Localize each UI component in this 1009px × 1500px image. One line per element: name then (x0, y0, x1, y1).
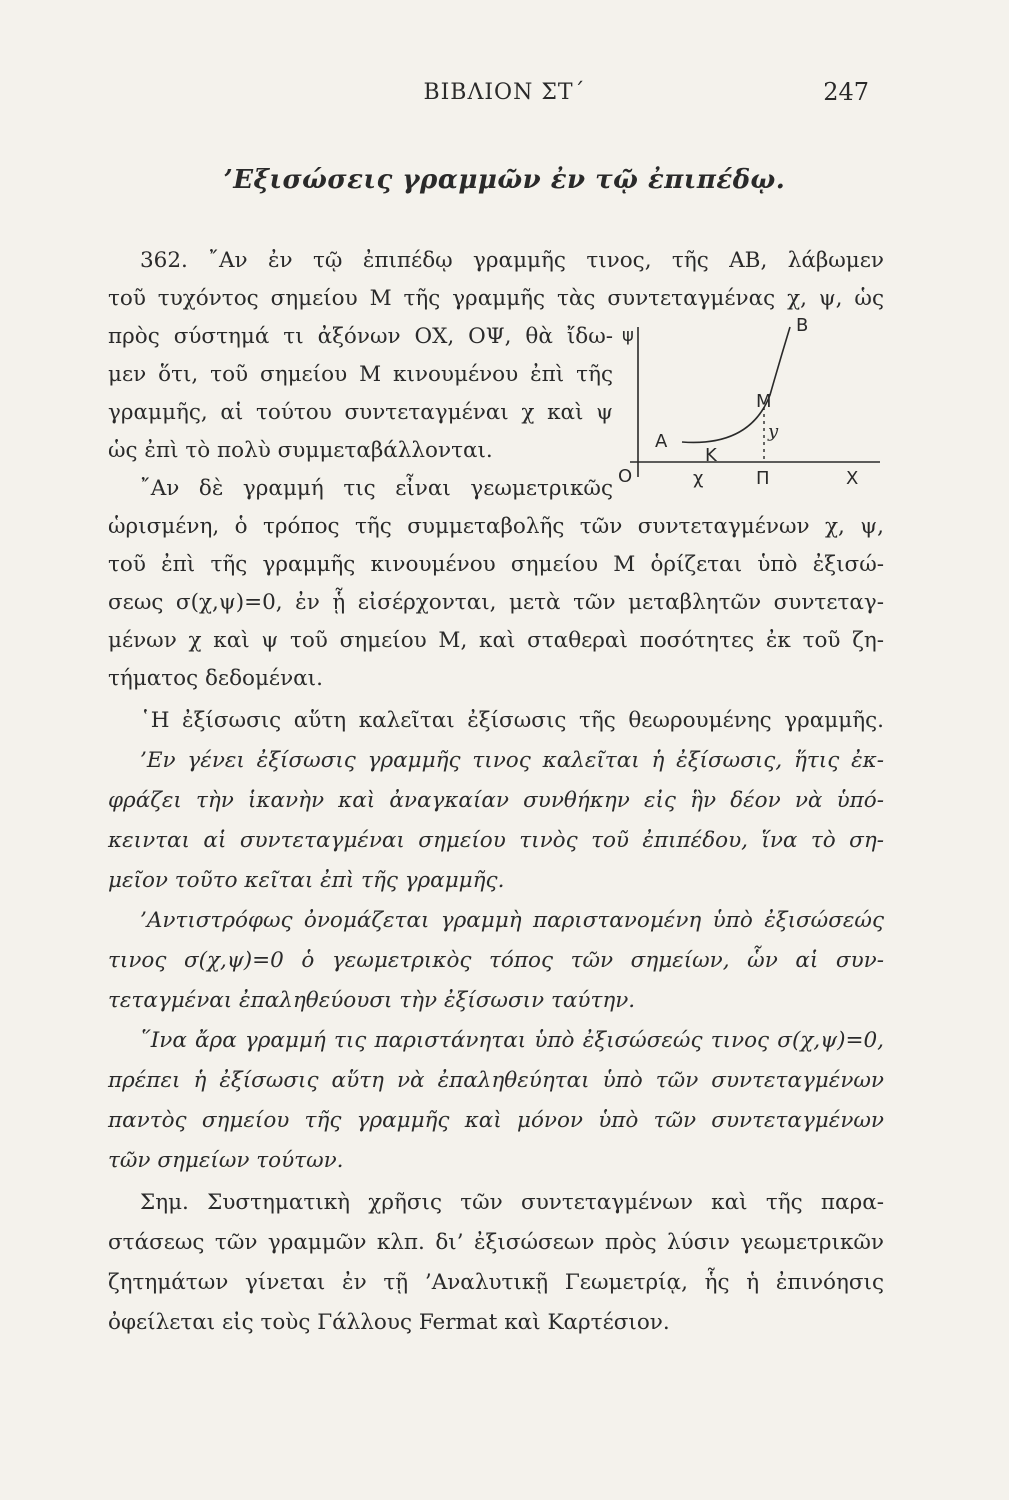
text-line: τεταγμέναι ἐπαληθεύουσι τὴν ἐξίσωσιν ταύτην. (108, 988, 636, 1013)
text-line: ζητημάτων γίνεται ἐν τῇ ’Αναλυτικῇ Γεωμετρίᾳ, ἧς ἡ ἐπινόησις (108, 1270, 884, 1295)
text-line: μένων χ καὶ ψ τοῦ σημείου Μ, καὶ σταθεραὶ ποσότητες ἐκ τοῦ ζη- (108, 628, 884, 653)
text-line: ὀφείλεται εἰς τοὺς Γάλλους Fermat καὶ Καρτέσιον. (108, 1310, 670, 1335)
point-b-label: Β (796, 315, 809, 336)
text-line: τοῦ τυχόντος σημείου Μ τῆς γραμμῆς τὰς συντεταγμένας χ, ψ, ὡς (108, 286, 884, 311)
text-line: ῞Ινα ἄρα γραμμή τις παριστάνηται ὑπὸ ἐξισώσεώς τινος σ(χ,ψ)=0, (140, 1028, 884, 1053)
text-line: ὡρισμένη, ὁ τρόπος τῆς συμμεταβολῆς τῶν συντεταγμένων χ, ψ, (108, 514, 884, 539)
text-line: ὡς ἐπὶ τὸ πολὺ συμμεταβάλλονται. (108, 438, 493, 463)
running-title: ΒΙΒΛΙΟΝ ΣΤ΄ (423, 80, 586, 105)
text-line: γραμμῆς, αἱ τούτου συντεταγμέναι χ καὶ ψ (108, 400, 613, 425)
text-line: Σημ. Συστηματικὴ χρῆσις τῶν συντεταγμένων καὶ τῆς παρα- (140, 1190, 884, 1215)
text-line: τινος σ(χ,ψ)=0 ὁ γεωμετρικὸς τόπος τῶν σημείων, ὧν αἱ συν- (108, 948, 884, 973)
chi-coordinate-label: χ (693, 468, 704, 489)
section-heading: ’Εξισώσεις γραμμῶν ἐν τῷ ἐπιπέδῳ. (223, 165, 786, 195)
text-line: τῶν σημείων τούτων. (108, 1148, 344, 1173)
text-line: μεῖον τοῦτο κεῖται ἐπὶ τῆς γραμμῆς. (108, 868, 505, 893)
text-line: μεν ὅτι, τοῦ σημείου Μ κινουμένου ἐπὶ τῆς (108, 362, 613, 387)
text-line: τήματος δεδομέναι. (108, 666, 323, 691)
text-line: στάσεως τῶν γραμμῶν κλπ. δι’ ἐξισώσεων πρὸς λύσιν γεωμετρικῶν (108, 1230, 884, 1255)
text-line: 362. ῎Αν ἐν τῷ ἐπιπέδῳ γραμμῆς τινος, τῆς ΑΒ, λάβωμεν (140, 248, 884, 273)
x-axis-label: Χ (846, 468, 859, 489)
page-number: 247 (823, 78, 869, 106)
point-k-label: Κ (705, 445, 717, 466)
text-line: φράζει τὴν ἱκανὴν καὶ ἀναγκαίαν συνθήκην εἰς ἣν δέον νὰ ὑπό- (108, 788, 884, 813)
text-line: τοῦ ἐπὶ τῆς γραμμῆς κινουμένου σημείου Μ ὁρίζεται ὑπὸ ἐξισώ- (108, 552, 884, 577)
text-line: παντὸς σημείου τῆς γραμμῆς καὶ μόνον ὑπὸ τῶν συντεταγμένων (108, 1108, 884, 1133)
text-line: ῎Αν δὲ γραμμή τις εἶναι γεωμετρικῶς (140, 476, 613, 501)
text-line: πρὸς σύστημά τι ἀξόνων ΟΧ, ΟΨ, θὰ ἴδω- (108, 324, 613, 349)
origin-o-label: Ο (618, 466, 633, 487)
point-a-label: Α (655, 431, 668, 452)
text-line: κεινται αἱ συντεταγμέναι σημείου τινὸς τοῦ ἐπιπέδου, ἵνα τὸ ση- (108, 828, 884, 853)
text-line: ῾Η ἐξίσωσις αὕτη καλεῖται ἐξίσωσις τῆς θεωρουμένης γραμμῆς. (140, 708, 884, 733)
psi-axis-label: ψ (622, 325, 634, 346)
coordinate-figure (600, 315, 890, 495)
text-line: σεως σ(χ,ψ)=0, ἐν ᾗ εἰσέρχονται, μετὰ τῶν μεταβλητῶν συντεταγ- (108, 590, 884, 615)
text-line: ’Αντιστρόφως ὀνομάζεται γραμμὴ παριστανομένη ὑπὸ ἐξισώσεώς (140, 908, 884, 933)
point-p-label: Π (756, 468, 770, 489)
ordinate-y-label: y (768, 421, 779, 442)
text-line: ’Εν γένει ἐξίσωσις γραμμῆς τινος καλεῖται ἡ ἐξίσωσις, ἥτις ἐκ- (140, 748, 884, 773)
point-m-label: Μ (756, 391, 772, 412)
text-line: πρέπει ἡ ἐξίσωσις αὕτη νὰ ἐπαληθεύηται ὑπὸ τῶν συντεταγμένων (108, 1068, 884, 1093)
